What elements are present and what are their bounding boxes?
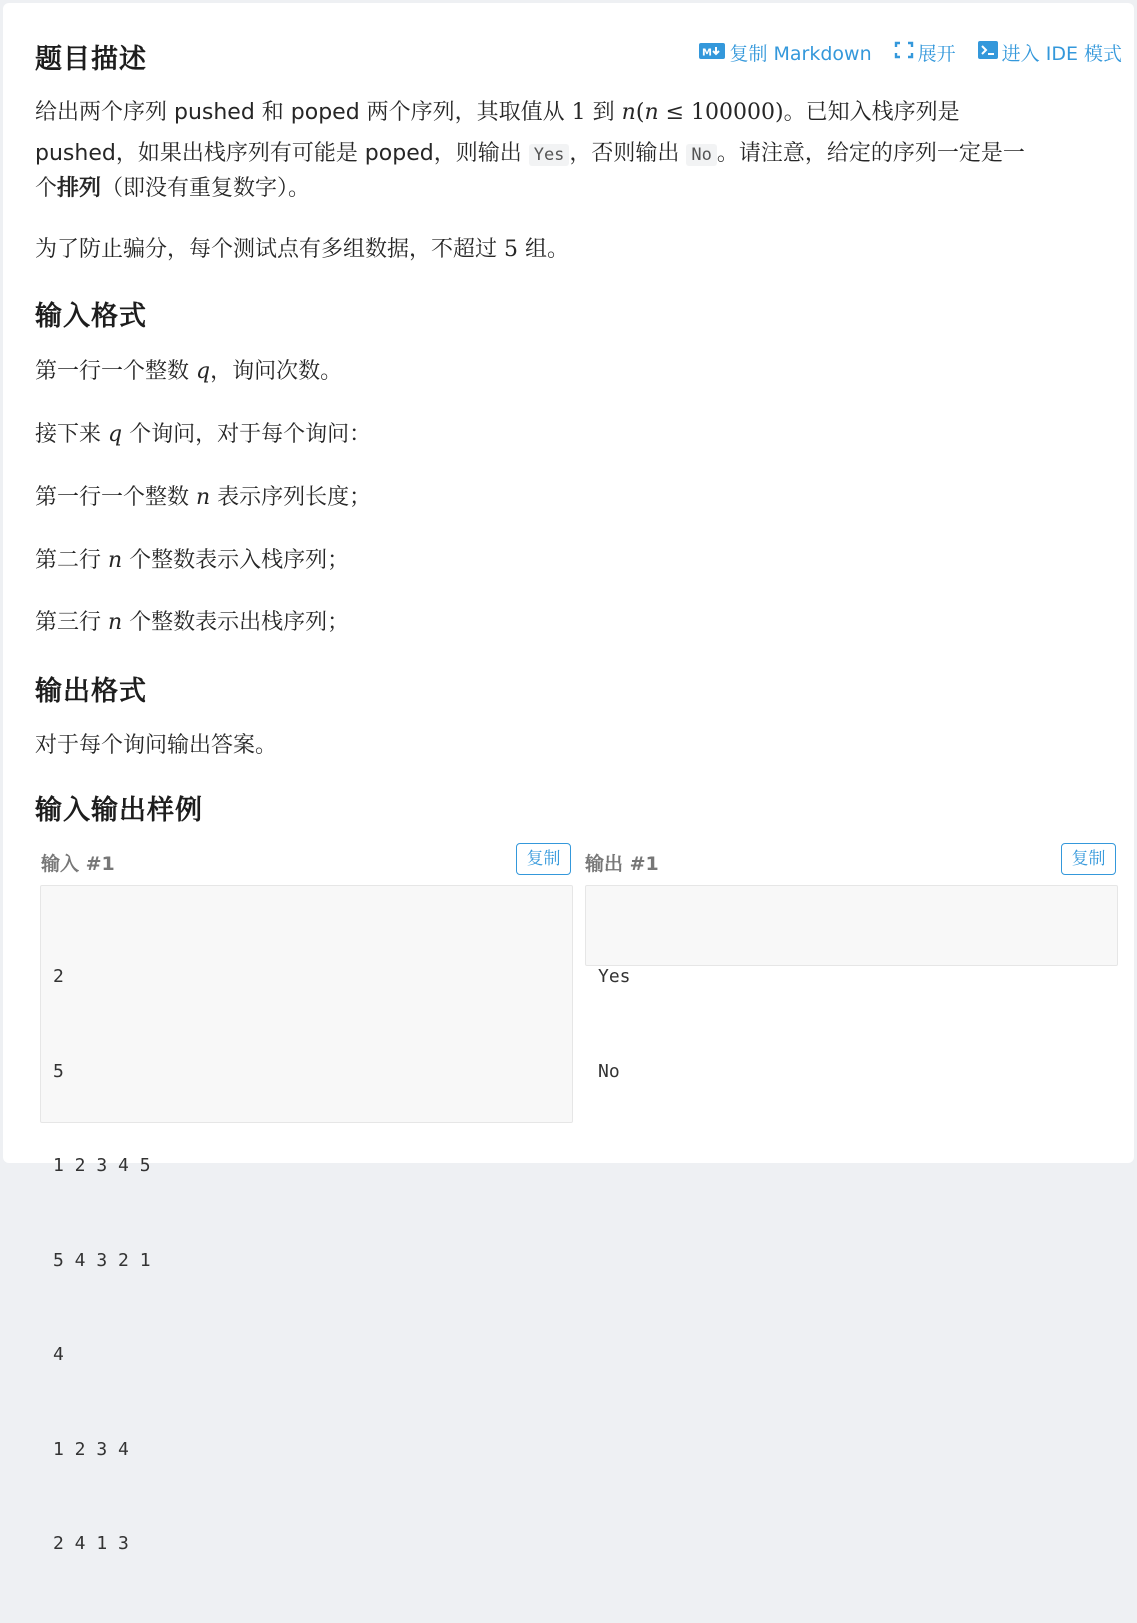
sample-output-line: No <box>598 1060 620 1082</box>
sample-input-line: 2 <box>53 966 64 987</box>
input-format-line-5 <box>35 604 349 642</box>
sample-output-box <box>585 885 1118 1082</box>
samples-heading: 输入输出样例 <box>35 795 203 826</box>
sample-input-line: 5 <box>53 1060 64 1082</box>
text: 。请注意，给定的序列一定是一 <box>716 141 1025 166</box>
math-leq: ≤ <box>658 100 692 125</box>
math-paren: ( <box>635 100 645 125</box>
yes-code: Yes <box>529 144 570 166</box>
text: 接下来 <box>35 422 108 447</box>
enter-ide-label: 进入 IDE 模式 <box>1001 43 1122 65</box>
text: 为了防止骗分，每个测试点有多组数据，不超过 <box>35 237 504 262</box>
sample-output-title: 输出 #1 <box>585 853 659 875</box>
text: 给出两个序列 pushed 和 poped 两个序列，其取值从 <box>35 100 572 125</box>
description-line-3 <box>35 170 310 208</box>
text: 第三行 <box>35 610 108 635</box>
input-format-heading: 输入格式 <box>35 301 147 332</box>
text: 第一行一个整数 <box>35 485 196 510</box>
description-heading: 题目描述 <box>35 44 147 75</box>
sample-input-title: 输入 #1 <box>41 853 115 875</box>
sample-input-line: 1 2 3 4 5 <box>53 1155 151 1176</box>
math-number: 1 <box>571 100 586 125</box>
math-var: n <box>644 100 659 125</box>
math-var: n <box>196 485 211 510</box>
sample-input-line: 5 4 3 2 1 <box>53 1249 151 1271</box>
problem-card <box>3 3 1134 1554</box>
copy-output-button[interactable]: 复制 <box>1061 843 1116 875</box>
copy-markdown-label: 复制 Markdown <box>729 43 872 65</box>
copy-markdown-button[interactable] <box>699 39 871 66</box>
header-actions <box>699 39 1122 66</box>
description-line-1 <box>35 94 960 132</box>
text: （即没有重复数字）。 <box>101 176 311 201</box>
text: 。已知入栈序列是 <box>783 100 960 125</box>
text: pushed，如果出栈序列有可能是 poped，则输出 <box>35 141 529 166</box>
text: ，询问次数。 <box>210 359 343 384</box>
input-format-line-3 <box>35 479 371 517</box>
markdown-icon <box>699 42 725 64</box>
sample-input-box <box>40 885 573 1554</box>
math-number: 100000 <box>691 100 776 125</box>
output-format-text: 对于每个询问输出答案。 <box>35 733 278 758</box>
expand-icon <box>894 41 914 64</box>
sample-input-line: 4 <box>53 1344 64 1365</box>
expand-label: 展开 <box>917 43 956 65</box>
text: 个整数表示入栈序列； <box>122 548 350 573</box>
math-var: q <box>108 422 123 447</box>
text: ，否则输出 <box>569 141 687 166</box>
text: 第一行一个整数 <box>35 359 196 384</box>
enter-ide-button[interactable] <box>978 39 1122 66</box>
text: 个询问，对于每个询问： <box>122 422 372 447</box>
math-var: n <box>108 548 123 573</box>
math-var: n <box>108 610 123 635</box>
text: 个 <box>35 176 58 201</box>
math-var: n <box>621 100 636 125</box>
no-code: No <box>686 144 716 166</box>
text: 到 <box>585 100 622 125</box>
input-format-line-1 <box>35 353 342 391</box>
sample-input-line: 2 4 1 3 <box>53 1533 129 1554</box>
sample-output-line: Yes <box>598 966 631 987</box>
expand-button[interactable] <box>894 39 956 66</box>
terminal-icon <box>978 41 998 64</box>
text: 组。 <box>518 237 569 262</box>
sample-input-line: 1 2 3 4 <box>53 1438 129 1460</box>
description-line-2 <box>35 135 1025 174</box>
text: 个整数表示出栈序列； <box>122 610 350 635</box>
description-paragraph-2 <box>35 231 569 269</box>
math-number: 5 <box>504 237 518 262</box>
svg-text:M: M <box>702 47 713 58</box>
input-format-line-4 <box>35 542 349 580</box>
math-var: q <box>196 359 211 384</box>
bold-text: 排列 <box>57 176 102 201</box>
copy-input-button[interactable]: 复制 <box>516 843 571 875</box>
text: 表示序列长度； <box>210 485 372 510</box>
input-format-line-2 <box>35 416 371 454</box>
math-paren: ) <box>775 100 784 125</box>
text: 第二行 <box>35 548 108 573</box>
output-format-heading: 输出格式 <box>35 676 147 707</box>
